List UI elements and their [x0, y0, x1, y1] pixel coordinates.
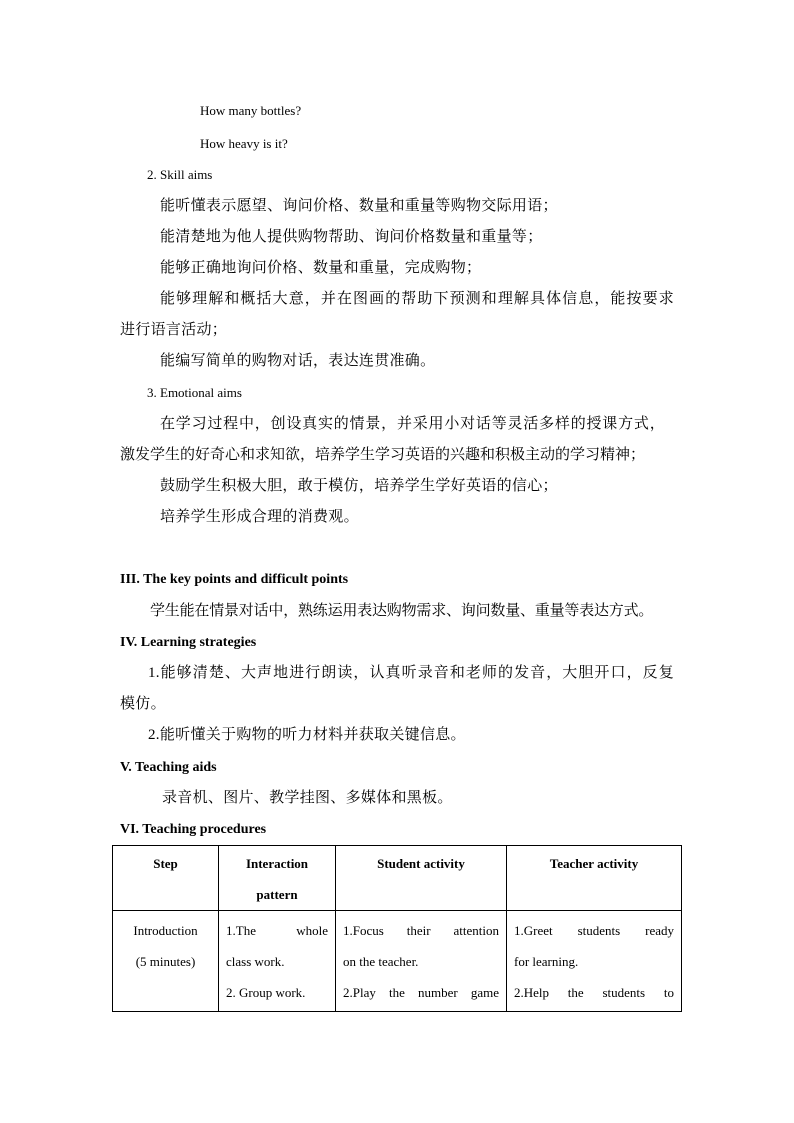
step-duration: (5 minutes)	[135, 954, 196, 969]
header-interaction-pattern	[219, 846, 336, 911]
cell-step	[113, 911, 219, 1012]
skill-item-2: 能清楚地为他人提供购物帮助、询问价格数量和重量等；	[160, 229, 543, 245]
header-interaction-line2: pattern	[256, 887, 298, 902]
emotional-item-3: 培养学生形成合理的消费观。	[160, 509, 359, 525]
knowledge-line-1: How many bottles?	[200, 103, 302, 118]
skill-item-4-cont: 进行语言活动；	[120, 322, 228, 338]
header-teacher-activity: Teacher activity	[507, 846, 682, 911]
skill-item-4: 能够理解和概括大意，并在图画的帮助下预测和理解具体信息，能按要求	[160, 291, 674, 307]
learning-strategies-heading: IV. Learning strategies	[120, 635, 257, 650]
emotional-item-1-cont: 激发学生的好奇心和求知欲，培养学生学习英语的兴趣和积极主动的学习精神；	[120, 447, 646, 463]
skill-item-1: 能听懂表示愿望、询问价格、数量和重量等购物交际用语；	[160, 198, 558, 214]
learning-item-1: 1.能够清楚、大声地进行朗读，认真听录音和老师的发音，大胆开口，反复	[148, 665, 674, 681]
header-student-activity: Student activity	[336, 846, 507, 911]
emotional-aims-heading: 3. Emotional aims	[147, 385, 242, 400]
skill-item-5: 能编写简单的购物对话，表达连贯准确。	[160, 353, 436, 369]
teaching-procedures-heading: VI. Teaching procedures	[120, 822, 267, 837]
table-row	[113, 911, 682, 1012]
cell-interaction	[219, 911, 336, 1012]
learning-item-1-cont: 模仿。	[120, 696, 166, 712]
knowledge-line-2: How heavy is it?	[200, 136, 288, 151]
header-interaction-line1: Interaction	[245, 856, 309, 871]
cell-teacher-activity	[507, 911, 682, 1012]
teacher-line-2: for learning.	[514, 954, 579, 969]
learning-item-2: 2.能听懂关于购物的听力材料并获取关键信息。	[148, 727, 466, 743]
skill-item-3: 能够正确地询问价格、数量和重量，完成购物；	[160, 260, 482, 276]
key-points-heading: III. The key points and difficult points	[120, 572, 349, 587]
student-line-2: on the teacher.	[343, 954, 419, 969]
teacher-line-3: 2.Help the students to	[514, 985, 674, 1000]
student-line-1: 1.Focus their attention	[343, 923, 499, 938]
interaction-line-1: 1.The whole	[226, 923, 328, 938]
interaction-line-2: class work.	[226, 954, 285, 969]
student-line-3: 2.Play the number game	[343, 985, 499, 1000]
interaction-line-3: 2. Group work.	[226, 985, 306, 1000]
teaching-aids-heading: V. Teaching aids	[120, 760, 217, 775]
header-step: Step	[113, 846, 219, 911]
emotional-item-1: 在学习过程中，创设真实的情景，并采用小对话等灵活多样的授课方式，	[160, 416, 665, 432]
skill-aims-heading: 2. Skill aims	[147, 167, 213, 182]
step-name: Introduction	[133, 923, 198, 938]
emotional-item-2: 鼓励学生积极大胆，敢于模仿，培养学生学好英语的信心；	[160, 478, 558, 494]
teacher-line-1: 1.Greet students ready	[514, 923, 674, 938]
teaching-aids-text: 录音机、图片、教学挂图、多媒体和黑板。	[162, 790, 453, 806]
procedures-table	[112, 845, 682, 1012]
key-points-text: 学生能在情景对话中，熟练运用表达购物需求、询问数量、重量等表达方式。	[150, 603, 654, 619]
table-header-row	[113, 846, 682, 911]
cell-student-activity	[336, 911, 507, 1012]
